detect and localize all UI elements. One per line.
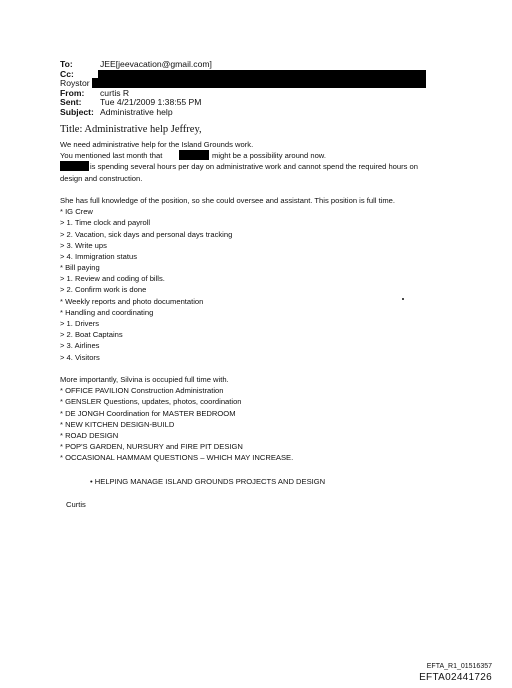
sent-value: Tue 4/21/2009 1:38:55 PM xyxy=(100,97,202,108)
body-line: More importantly, Silvina is occupied full time with. xyxy=(60,374,229,384)
sent-label: Sent: xyxy=(60,97,82,108)
body-line: design and construction. xyxy=(60,173,143,183)
list-item: * IG Crew xyxy=(60,207,93,217)
list-item: > 2. Vacation, sick days and personal days tracking xyxy=(60,229,233,239)
body-line: We need administrative help for the Island Grounds work. xyxy=(60,140,254,149)
body-line: You mentioned last month that might be a possibility around now. xyxy=(60,151,326,161)
list-item: * Weekly reports and photo documentation xyxy=(60,296,204,306)
list-item: * GENSLER Questions, updates, photos, coordination xyxy=(60,397,242,407)
cc-label: Cc: xyxy=(60,68,74,79)
list-item: > 2. Confirm work is done xyxy=(60,285,147,295)
subject-label: Subject: xyxy=(60,106,94,117)
list-item: > 2. Boat Captains xyxy=(60,330,123,340)
list-item: * Bill paying xyxy=(60,263,100,273)
list-item: * POP'S GARDEN, NURSURY and FIRE PIT DESIGN xyxy=(60,442,243,452)
list-item: * Handling and coordinating xyxy=(60,307,154,317)
list-item: > 1. Drivers xyxy=(60,319,100,328)
list-item: * OFFICE PAVILION Construction Administration xyxy=(60,386,224,396)
cc-name-partial: Roystor xyxy=(60,78,90,89)
body-line: is spending several hours per day on administrative work and cannot spend the required hours on xyxy=(90,162,418,172)
list-item: > 3. Airlines xyxy=(60,341,100,351)
list-item: * NEW KITCHEN DESIGN-BUILD xyxy=(60,419,175,429)
body-line: She has full knowledge of the position, so she could oversee and assistant. This position is full time. xyxy=(60,195,396,205)
bullet-item: • HELPING MANAGE ISLAND GROUNDS PROJECTS AND DESIGN xyxy=(90,477,326,486)
list-item: * DE JONGH Coordination for MASTER BEDROOM xyxy=(60,408,236,418)
signature: Curtis xyxy=(66,500,86,509)
stray-dot xyxy=(402,298,404,300)
list-item: > 1. Review and coding of bills. xyxy=(60,274,165,284)
list-item: > 1. Time clock and payroll xyxy=(60,218,151,228)
list-item: > 3. Write ups xyxy=(60,240,107,250)
footer-ref-secondary: EFTA02441726 xyxy=(419,672,492,683)
to-label: To: xyxy=(60,59,73,69)
subject-value: Administrative help xyxy=(100,106,173,117)
list-item: > 4. Visitors xyxy=(60,352,100,362)
to-value: JEE[jeevacation@gmail.com] xyxy=(100,59,212,69)
email-body xyxy=(60,139,460,463)
list-item: * ROAD DESIGN xyxy=(60,430,119,440)
redaction-bar xyxy=(92,78,426,88)
list-item: * OCCASIONAL HAMMAM QUESTIONS – WHICH MAY INCREASE. xyxy=(60,453,294,463)
list-item: > 4. Immigration status xyxy=(60,251,138,261)
footer-ref-primary: EFTA_R1_01516357 xyxy=(426,663,492,670)
from-value: curtis R xyxy=(100,87,130,98)
document-title: Title: Administrative help Jeffrey, xyxy=(60,124,202,135)
from-label: From: xyxy=(60,87,85,98)
